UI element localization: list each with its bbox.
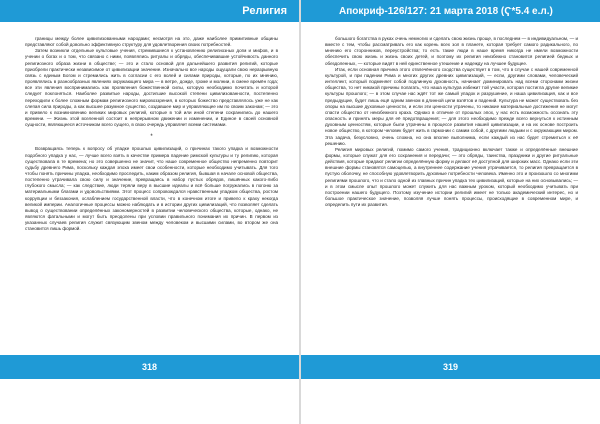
right-page-footer (301, 355, 600, 379)
right-page (301, 0, 600, 424)
right-page-body (325, 36, 578, 208)
left-page-paragraph: Возвращаясь теперь к вопросу об упадке прошлых цивилизаций, о причинах такого упадка и возможности подобного упадка у нас, — лучше всего взять в качестве примера падение римской культуры и ту религию, которая существовала в те времена; но это совершенно не значит, что наше современное общество непременно повторит судьбу древнего Рима, поскольку каждая эпоха имеет свои особенности, которые необходимо учитывать. Для того чтобы понять причины упадка, необходимо проследить, каким образом религия, бывшая в начале основой общества, постепенно утрачивала свою силу и значение, превращаясь в набор пустых обрядов, лишённых какого-либо глубокого смысла; — как следствие, люди теряли веру в высшие идеалы и всё больше погружались в погоню за материальными благами и удовольствиями. Этот процесс сопровождался нравственным упадком общества, ростом коррупции и беззакония, ослаблением государственной власти, что в конечном итоге и привело к краху некогда великой империи. Аналогичные процессы можно наблюдать и в истории других цивилизаций, что позволяет сделать вывод о существовании определённых закономерностей в развитии человеческого общества, которые, однако, не являются фатальными и могут быть преодолены при условии правильного понимания их причин. В первом из указанных случаев религия служит связующим звеном между человеком и высшими силами, во втором же она становится лишь формой. (25, 146, 278, 232)
right-page-paragraph: большого богатства в руках очень немногих и сделать свою жизнь проще, в последнем — в индивидуальном, — и вместе с тем, чтобы рассматривать его как корень всех зол в планете, которая требует самого радикального, по мнению его сторонников, переустройства; то есть такие люди в наше время никогда не имели возможности обеспечить свою жизнь и жизнь своих детей, и поэтому их религия неизбежно становится религией бедных и обездоленных, — которые видят в ней единственное утешение и надежду на лучшее будущее. (325, 36, 578, 66)
left-page-body (25, 36, 278, 233)
left-page-paragraph: границы между более цивилизованными народами; несмотря на это, даже наиболее примитивные общины представляют собой довольно эффективную структуру для удовлетворения своих потребностей. (25, 36, 278, 48)
left-page-number: 318 (141, 362, 158, 372)
left-page (0, 0, 299, 424)
left-page-paragraph: Затем возникли отдельные культовые учения, стремившиеся к установлению религиозных догм и мифов, и в учении о богах и о том, что связано с ними, появлялись ритуалы и обряды, обеспечивавшие устойчивость данного религиозного образа жизни в обществе; — это и стало основой для дальнейшего развития религий, которые приобрели практически независимое от цивилизации значение. Изначально все народы ощущали свою неразрывную связь с единым Богом и стремились жить в согласии с его волей и силами природы, которые, по их мнению, проявлялись в разнообразных явлениях окружающего мира — в ветре, дожде, громе и молнии, в смене времён года; все эти явления воспринимались как проявления божественной силы, которую необходимо почитать и которой следует поклоняться. Наиболее развитые народы, достигшие высокой степени цивилизованности, постепенно переходили к более сложным формам религиозного мировоззрения, в которых божество представлялось уже не как слепая сила природы, а как высшее разумное существо, создавшее мир и управляющее им по своим законам; — это и привело к возникновению великих мировых религий, которые в той или иной степени сохранились до нашего времени. — Жизнь этой вселенной состоит в непрерывном движении и изменении, и Единое в своей основной сущности, являющееся источником всего сущего, в свою очередь управляет всеми системами. (25, 48, 278, 128)
right-page-paragraph: Религия мировых религий, помимо самого учения, традиционно включает также и определённые внешние формы, которые служат для его сохранения и передачи; — это обряды, таинства, праздники и другие ритуальные действия, которые придают религии определённую форму и делают её доступной для широких масс. Однако если эти внешние формы становятся самоцелью, а внутреннее содержание учения утрачивается, то религия превращается в пустую оболочку, не способную удовлетворить духовные потребности человека. Именно это и произошло со многими религиями прошлого, что и стало одной из главных причин упадка тех цивилизаций, которые на них основывались; — и в этом смысле опыт прошлого может служить для нас важным уроком, который необходимо учитывать при построении нашего будущего. Поэтому изучение истории религий имеет не только академический интерес, но и большое практическое значение, позволяя лучше понять процессы, происходящие в современном мире, и определить пути их развития. (325, 146, 578, 208)
left-page-header (0, 0, 299, 22)
right-page-paragraph: Итак, если основная причина этого отвлечённого сходства существует в том, что в случае с нашей современной культурой, и при падении Рима и многих других древних цивилизаций, — если, другими словами, человеческий интеллект, который подменяет собой подлинную духовность, начинает доминировать над всеми сторонами жизни общества, то нет никакой причины полагать, что наша культура избежит той участи, которая постигла другие великие культуры прошлого; — в этом случае нас ждёт тот же самый упадок и разрушение, и наша цивилизация, как и все предыдущие, будет лишь ещё одним звеном в длинной цепи взлётов и падений. Культура не может существовать без опоры на высшие духовные ценности, и если эти ценности утрачены, то никакие материальные достижения не могут спасти общество от неизбежного краха. Однако в отличие от прошлых эпох, у нас есть возможность осознать эту опасность и принять меры для её предотвращения; — для этого необходимо прежде всего вернуться к истинным духовным ценностям, которые были утрачены в процессе развития нашей цивилизации, и на их основе построить новое общество, в котором человек будет жить в гармонии с самим собой, с другими людьми и с окружающим миром. Эта задача, безусловно, очень сложна, но она вполне выполнима, если каждый из нас будет стремиться к её решению. (325, 66, 578, 146)
right-page-header (301, 0, 600, 22)
right-page-number: 319 (442, 362, 459, 372)
left-page-footer (0, 355, 299, 379)
right-page-header-title: Апокриф-126/127: 21 марта 2018 (Ҁ*5.4 е.л.) (339, 5, 553, 17)
left-page-header-title: Религия (242, 5, 287, 17)
section-divider: * (150, 134, 153, 141)
